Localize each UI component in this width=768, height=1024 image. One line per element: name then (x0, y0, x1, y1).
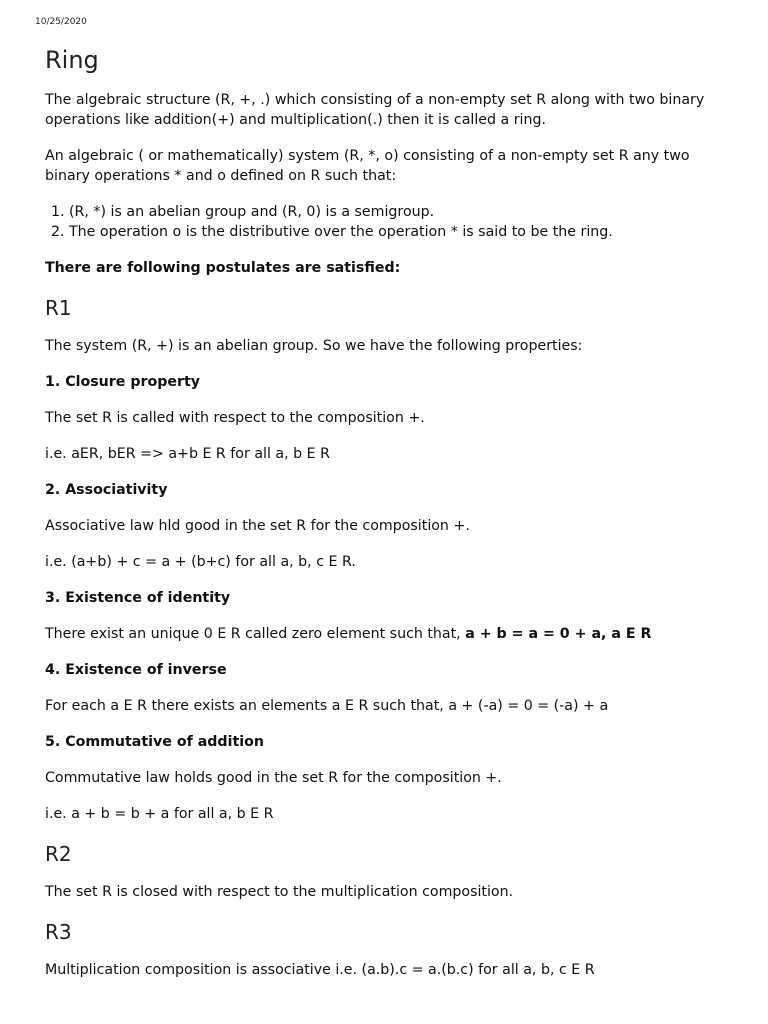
associativity-title: 2. Associativity (45, 482, 168, 498)
intro-paragraph-2: An algebraic ( or mathematically) system (R, *, o) consisting of a non-empty set R any two binary operations * and o defined on R such that: (45, 148, 690, 184)
closure-title: 1. Closure property (45, 374, 201, 390)
section-heading-r3: R3 (45, 920, 72, 944)
intro-paragraph-1: The algebraic structure (R, +, .) which consisting of a non-empty set R along with two binary operations like addition(+) and multiplication(.) then it is called a ring. (45, 92, 705, 128)
closure-text: The set R is called with respect to the composition +. (45, 410, 425, 426)
postulates-heading: There are following postulates are satisfied: (45, 260, 401, 276)
commutative-title: 5. Commutative of addition (45, 734, 264, 750)
closure-example: i.e. aER, bER => a+b E R for all a, b E R (45, 446, 330, 462)
page-title: Ring (45, 46, 99, 74)
section-heading-r1: R1 (45, 296, 72, 320)
identity-text (45, 624, 735, 644)
inverse-text: For each a E R there exists an elements a E R such that, a + (-a) = 0 = (-a) + a (45, 698, 609, 714)
ring-conditions-list (45, 202, 735, 242)
inverse-title: 4. Existence of inverse (45, 662, 227, 678)
identity-text-plain: There exist an unique 0 E R called zero element such that, (45, 626, 466, 642)
identity-formula: a + b = a = 0 + a, a E R (465, 626, 652, 642)
commutative-example: i.e. a + b = b + a for all a, b E R (45, 806, 274, 822)
print-date: 10/25/2020 (35, 17, 87, 27)
associativity-example: i.e. (a+b) + c = a + (b+c) for all a, b, c E R. (45, 554, 356, 570)
r1-intro: The system (R, +) is an abelian group. So we have the following properties: (45, 338, 583, 354)
associativity-text: Associative law hld good in the set R for the composition +. (45, 518, 470, 534)
document-body (45, 44, 735, 996)
section-heading-r2: R2 (45, 842, 72, 866)
commutative-text: Commutative law holds good in the set R for the composition +. (45, 770, 502, 786)
r3-text: Multiplication composition is associative i.e. (a.b).c = a.(b.c) for all a, b, c E R (45, 962, 595, 978)
identity-title: 3. Existence of identity (45, 590, 231, 606)
r2-text: The set R is closed with respect to the multiplication composition. (45, 884, 514, 900)
list-item: 1. (R, *) is an abelian group and (R, 0) is a semigroup. (69, 202, 735, 222)
list-item: 2. The operation o is the distributive over the operation * is said to be the ring. (69, 222, 735, 242)
